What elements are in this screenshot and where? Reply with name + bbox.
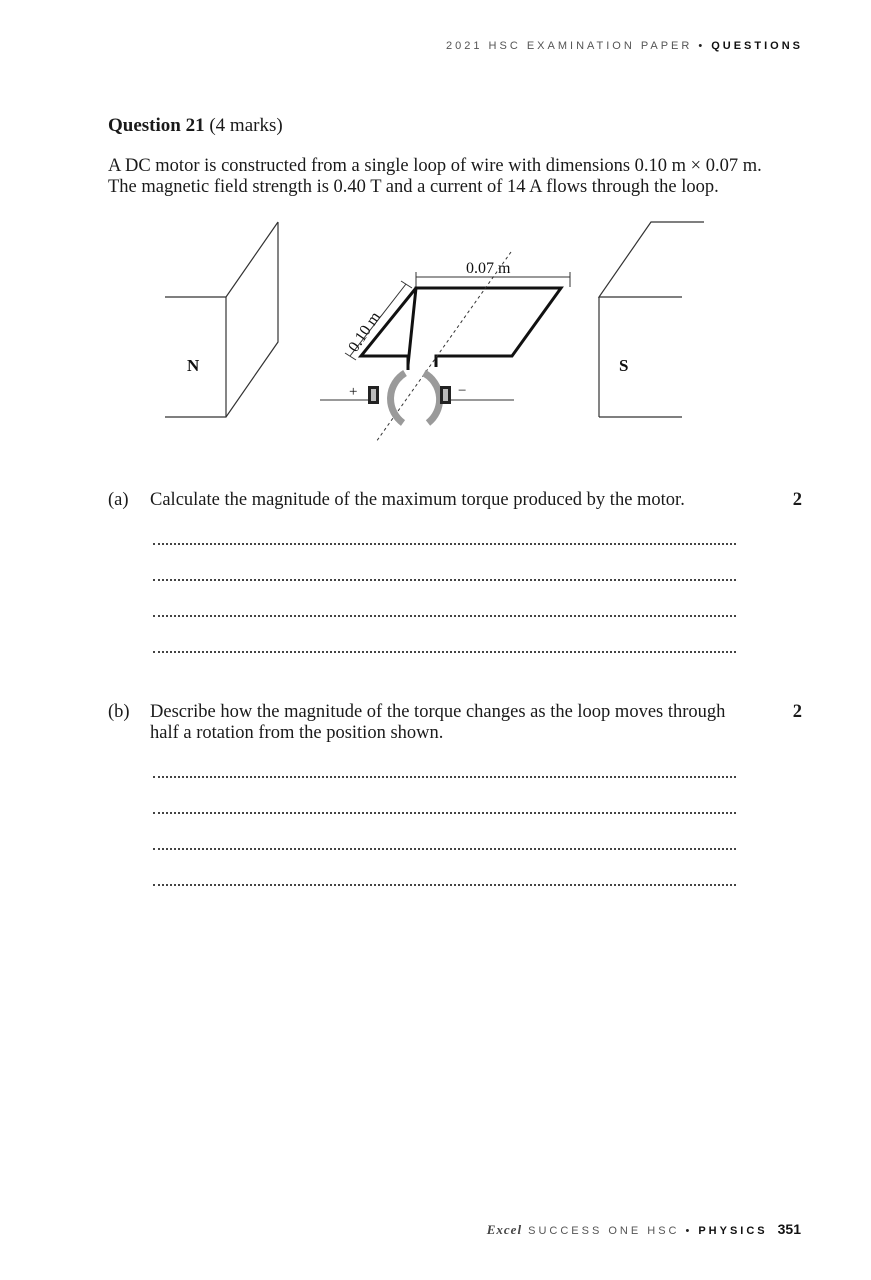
part-a-answer-area[interactable] bbox=[153, 509, 736, 653]
running-header bbox=[446, 40, 803, 52]
answer-line[interactable] bbox=[153, 778, 736, 814]
part-a-marks: 2 bbox=[792, 490, 802, 510]
negative-terminal-label: − bbox=[458, 383, 467, 399]
question-number: Question 21 bbox=[108, 115, 205, 136]
running-title: 2021 HSC EXAMINATION PAPER bbox=[446, 40, 693, 52]
width-label: 0.07 m bbox=[466, 260, 511, 277]
intro-line-2: The magnetic field strength is 0.40 T and a current of 14 A flows through the loop. bbox=[108, 177, 719, 197]
left-brush bbox=[368, 386, 379, 404]
part-b-label: (b) bbox=[108, 702, 130, 722]
commutator-right-half bbox=[424, 373, 440, 423]
footer-separator: • bbox=[685, 1225, 693, 1237]
answer-line[interactable] bbox=[153, 509, 736, 545]
north-pole-label: N bbox=[187, 356, 200, 375]
footer-brand: Excel bbox=[486, 1222, 523, 1237]
header-separator: • bbox=[698, 40, 706, 52]
section-label: QUESTIONS bbox=[711, 40, 803, 52]
answer-line[interactable] bbox=[153, 581, 736, 617]
footer-subject: PHYSICS bbox=[698, 1225, 768, 1237]
dc-motor-diagram bbox=[150, 210, 710, 460]
length-label: 0.10 m bbox=[345, 308, 385, 356]
north-magnet bbox=[165, 222, 278, 417]
part-b-answer-area[interactable] bbox=[153, 742, 736, 886]
wire-loop bbox=[408, 288, 561, 367]
intro-line-1: A DC motor is constructed from a single loop of wire with dimensions 0.10 m × 0.07 m. bbox=[108, 156, 762, 176]
part-a-label: (a) bbox=[108, 490, 129, 510]
part-b-marks: 2 bbox=[792, 702, 802, 722]
commutator-left-half bbox=[391, 373, 405, 423]
right-brush bbox=[440, 386, 451, 404]
answer-line[interactable] bbox=[153, 742, 736, 778]
answer-line[interactable] bbox=[153, 850, 736, 886]
part-a-text: Calculate the magnitude of the maximum torque produced by the motor. bbox=[150, 490, 685, 510]
question-marks: (4 marks) bbox=[209, 115, 283, 136]
question-intro bbox=[108, 156, 762, 198]
footer-series: SUCCESS ONE HSC bbox=[528, 1225, 680, 1237]
positive-terminal-label: + bbox=[349, 384, 358, 400]
answer-line[interactable] bbox=[153, 545, 736, 581]
south-pole-label: S bbox=[619, 356, 629, 375]
page-number: 351 bbox=[777, 1221, 801, 1237]
question-heading bbox=[108, 115, 283, 137]
page-footer bbox=[487, 1221, 801, 1238]
part-b-text: Describe how the magnitude of the torque changes as the loop moves through half a rotation from the position shown. bbox=[150, 702, 726, 743]
answer-line[interactable] bbox=[153, 814, 736, 850]
answer-line[interactable] bbox=[153, 617, 736, 653]
south-magnet bbox=[599, 222, 704, 417]
